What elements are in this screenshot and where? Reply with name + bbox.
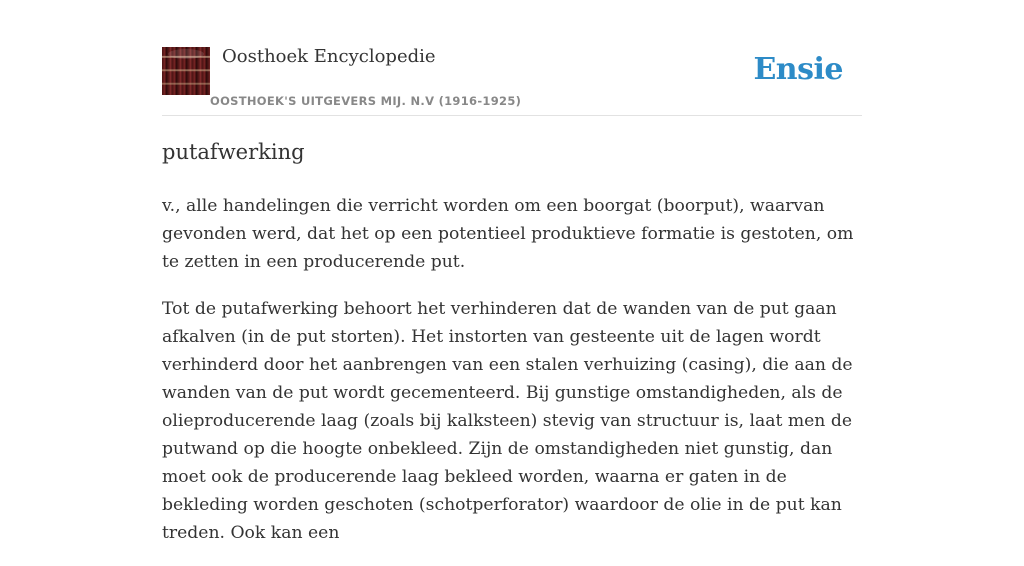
- entry-paragraph: v., alle handelingen die verricht worden om een boorgat (boorput), waarvan gevonden werd, dat het op een potentieel produktieve formatie is gestoten, om te zetten in een producerende put.: [162, 196, 854, 272]
- encyclopedia-logo-icon[interactable]: [162, 47, 210, 95]
- publisher-subtitle: OOSTHOEK'S UITGEVERS MIJ. N.V (1916-1925): [210, 94, 522, 108]
- header-divider: [162, 115, 862, 116]
- entry-title: putafwerking: [162, 140, 305, 164]
- site-header: [162, 44, 862, 116]
- logo-highlight: [168, 49, 204, 59]
- site-title[interactable]: Oosthoek Encyclopedie: [222, 46, 436, 67]
- ensie-brand-link[interactable]: Ensie: [753, 52, 843, 87]
- entry-body: [162, 192, 866, 566]
- entry-paragraph: Tot de putafwerking behoort het verhinderen dat de wanden van de put gaan afkalven (in de put storten). Het instorten van gesteente uit de lagen wordt verhinderd door het aanbrengen van een stalen verhuizing (casing), die aan de wanden van de put wordt gecementeerd. Bij gunstige omstandigheden, als de olieproducerende laag (zoals bij kalksteen) stevig van structuur is, laat men de putwand op die hoogte onbekleed. Zijn de omstandigheden niet gunstig, dan moet ook de producerende laag bekleed worden, waarna er gaten in de bekleding worden geschoten (schotperforator) waardoor de olie in de put kan treden. Ook kan een: [162, 299, 853, 543]
